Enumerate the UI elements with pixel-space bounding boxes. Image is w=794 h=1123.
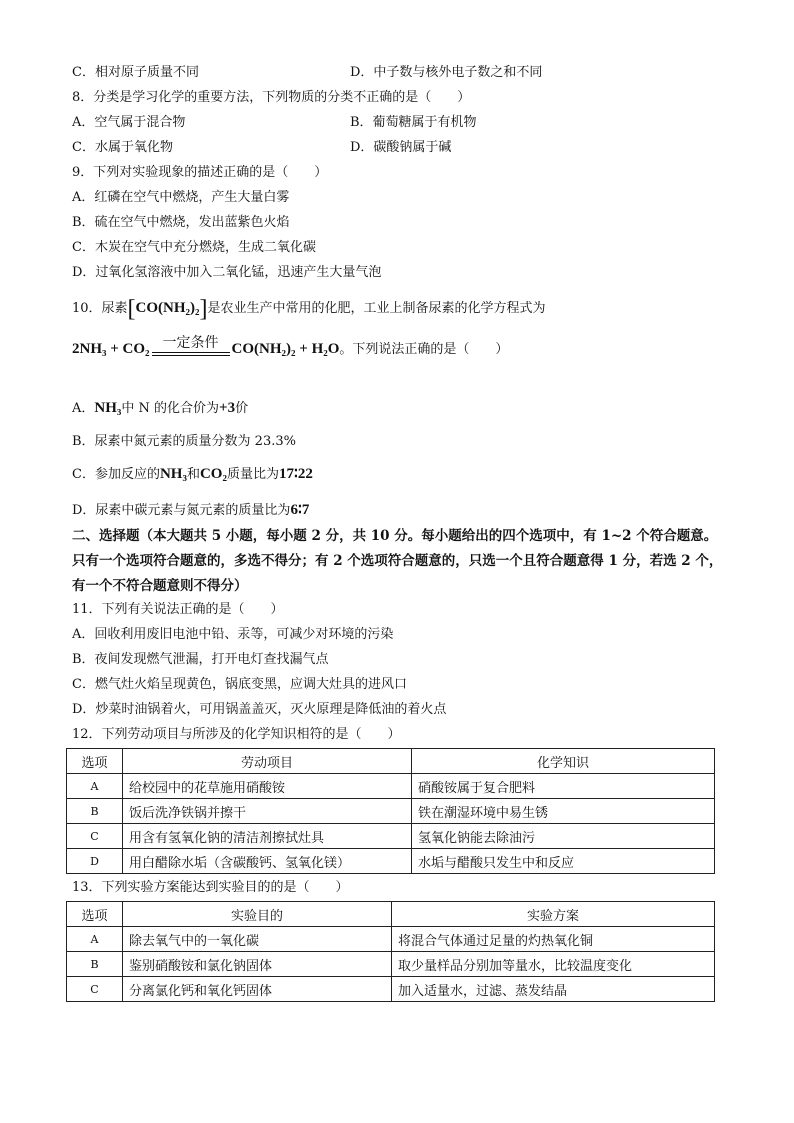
table-cell: 氢氧化钠能去除油污: [412, 824, 715, 849]
table-cell: 加入适量水，过滤、蒸发结晶: [392, 977, 715, 1002]
q11-stem: 11．下列有关说法正确的是（ ）: [72, 602, 284, 617]
q10-option-a: [72, 398, 248, 419]
q10-stem-rest: 是农业生产中常用的化肥，工业上制备尿素的化学方程式为: [207, 301, 546, 316]
q9-option-a: A．红磷在空气中燃烧，产生大量白雾: [72, 190, 290, 205]
option-text-end: 价: [235, 401, 249, 416]
q10-option-b: B．尿素中氮元素的质量分数为 23.3%: [72, 434, 296, 449]
ammonia-formula: NH₃: [159, 466, 187, 482]
q9-option-c: C．木炭在空气中充分燃烧，生成二氧化碳: [72, 240, 316, 255]
option-key-cell: D: [67, 849, 123, 874]
q11-option-a: A．回收利用废旧电池中铅、汞等，可减少对环境的污染: [72, 627, 394, 642]
table-cell: 给校园中的花草施用硝酸铵: [123, 774, 412, 799]
option-key-cell: C: [67, 977, 123, 1002]
table-row: [67, 774, 715, 799]
q8-option-c: C．水属于氧化物: [72, 140, 173, 155]
table-row: [67, 849, 715, 874]
option-key-cell: B: [67, 952, 123, 977]
table-header-cell: 实验方案: [392, 902, 715, 927]
q9-option-d: D．过氧化氢溶液中加入二氧化锰，迅速产生大量气泡: [72, 265, 382, 280]
table-row: [67, 799, 715, 824]
q13-stem: 13．下列实验方案能达到实验目的的是（ ）: [72, 880, 349, 895]
urea-formula: CO(NH₂)₂: [135, 300, 200, 316]
table-cell: 取少量样品分别加等量水，比较温度变化: [392, 952, 715, 977]
table-header-cell: 劳动项目: [123, 749, 412, 774]
option-text: C．参加反应的: [72, 467, 160, 482]
option-text: 质量比为: [226, 467, 279, 482]
q13-table: [66, 901, 715, 1002]
table-cell: 水垢与醋酸只发生中和反应: [412, 849, 715, 874]
q10-option-c: [72, 464, 313, 485]
q8-option-a: A．空气属于混合物: [72, 115, 186, 130]
table-row: [67, 824, 715, 849]
q7-option-d: D．中子数与核外电子数之和不同: [350, 65, 543, 80]
table-cell: 饭后洗净铁锅并擦干: [123, 799, 412, 824]
q10-number: 10．尿素: [72, 301, 128, 316]
table-header-cell: 实验目的: [123, 902, 392, 927]
equation-products: CO(NH₂)₂ + H₂O: [231, 341, 340, 357]
table-cell: 分离氯化钙和氧化钙固体: [123, 977, 392, 1002]
valence-value: +3: [219, 400, 236, 416]
q7-option-c: C．相对原子质量不同: [72, 65, 199, 80]
option-label: A．: [72, 401, 95, 416]
table-cell: 除去氧气中的一氧化碳: [123, 927, 392, 952]
q10-option-d: [72, 500, 309, 521]
table-header-row: [67, 749, 715, 774]
table-row: [67, 977, 715, 1002]
section2-instructions-line3: 有一个不符合题意则不得分）: [72, 578, 248, 594]
table-cell: 铁在潮湿环境中易生锈: [412, 799, 715, 824]
q11-option-d: D．炒菜时油锅着火，可用锅盖盖灭，灭火原理是降低油的着火点: [72, 702, 447, 717]
equation-condition: 一定条件: [162, 335, 219, 351]
q12-stem: 12．下列劳动项目与所涉及的化学知识相符的是（ ）: [72, 727, 401, 742]
table-row: [67, 952, 715, 977]
mass-ratio-value: 17∶22: [278, 466, 313, 482]
option-text: D．尿素中碳元素与氮元素的质量比为: [72, 503, 291, 518]
option-key-cell: B: [67, 799, 123, 824]
q12-table: [66, 748, 715, 874]
section2-instructions-line2: 只有一个选项符合题意的，多选不得分；有 2 个选项符合题意的，只选一个且符合题意得 1 分，若选 2 个，: [72, 553, 723, 569]
q9-option-b: B．硫在空气中燃烧，发出蓝紫色火焰: [72, 215, 290, 230]
table-cell: 用含有氢氧化钠的清洁剂擦拭灶具: [123, 824, 412, 849]
chemical-equation: [72, 334, 508, 358]
q8-option-b: B．葡萄糖属于有机物: [350, 115, 477, 130]
table-header-cell: 选项: [67, 749, 123, 774]
left-bracket: [: [127, 296, 136, 322]
q8-stem: 8．分类是学习化学的重要方法，下列物质的分类不正确的是（ ）: [72, 90, 471, 105]
q11-option-b: B．夜间发现燃气泄漏，打开电灯查找漏气点: [72, 652, 329, 667]
table-cell: 鉴别硝酸铵和氯化钠固体: [123, 952, 392, 977]
option-key-cell: A: [67, 927, 123, 952]
carbon-dioxide-formula: CO₂: [199, 466, 227, 482]
table-cell: 将混合气体通过足量的灼热氧化铜: [392, 927, 715, 952]
table-cell: 硝酸铵属于复合肥料: [412, 774, 715, 799]
q11-option-c: C．燃气灶火焰呈现黄色，锅底变黑，应调大灶具的进风口: [72, 677, 407, 692]
option-key-cell: A: [67, 774, 123, 799]
table-row: [67, 927, 715, 952]
q10-stem: [72, 295, 546, 322]
section2-instructions-line1: 二、选择题（本大题共 5 小题，每小题 2 分，共 10 分。每小题给出的四个选项中，有 1~2 个符合题意。: [72, 528, 718, 544]
option-key-cell: C: [67, 824, 123, 849]
right-bracket: ]: [199, 296, 208, 322]
table-cell: 用白醋除水垢（含碳酸钙、氢氧化镁）: [123, 849, 412, 874]
option-text: 和: [186, 467, 200, 482]
q9-stem: 9．下列对实验现象的描述正确的是（ ）: [72, 165, 328, 180]
table-header-row: [67, 902, 715, 927]
table-header-cell: 化学知识: [412, 749, 715, 774]
mass-ratio-value: 6∶7: [290, 502, 310, 518]
equation-reactants: 2NH₃ + CO₂: [72, 341, 150, 357]
ammonia-formula: NH₃: [94, 400, 122, 416]
q10-question: 。下列说法正确的是（ ）: [339, 342, 509, 357]
table-header-cell: 选项: [67, 902, 123, 927]
q8-option-d: D．碳酸钠属于碱: [350, 140, 452, 155]
equation-condition-arrow: [152, 334, 230, 358]
option-text: 中 N 的化合价为: [121, 401, 220, 416]
